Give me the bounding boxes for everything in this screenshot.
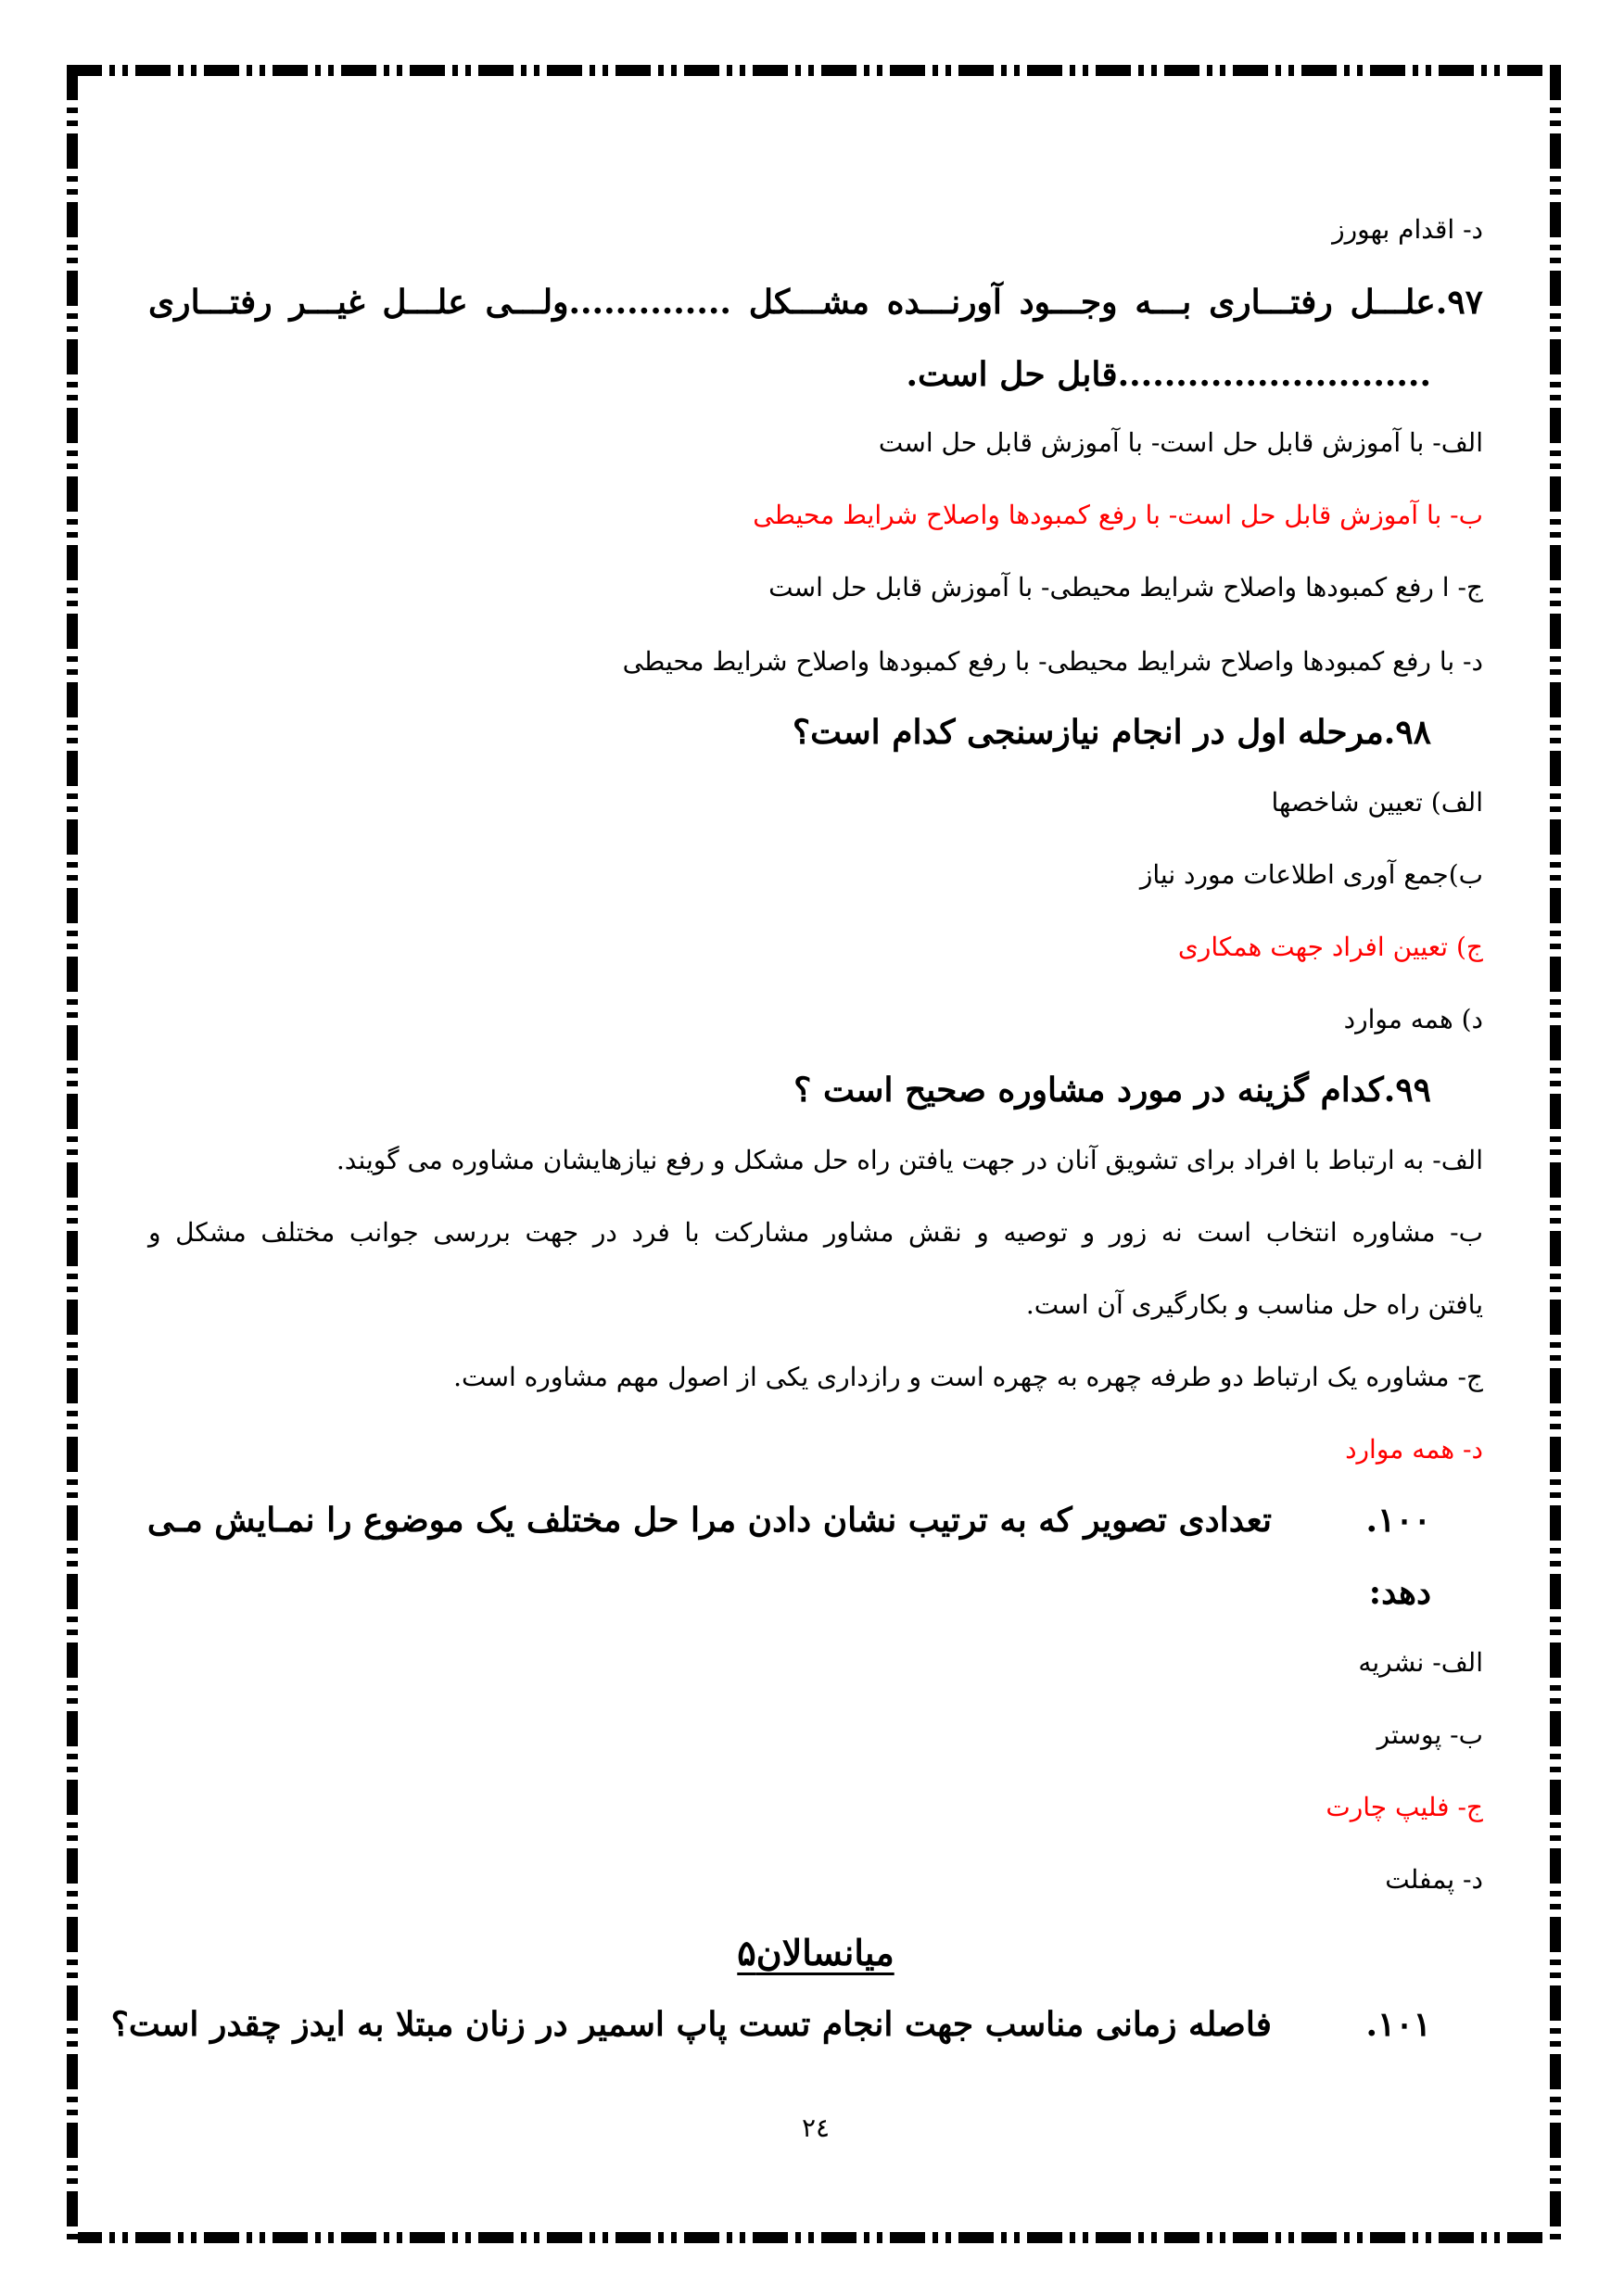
- question-97-option-a: الف- با آموزش قابل حل است- با آموزش قابل حل است: [878, 427, 1483, 458]
- question-98-option-c-correct: ج) تعیین افراد جهت همکاری: [1177, 932, 1483, 962]
- question-98-option-d: د) همه موارد: [1343, 1004, 1483, 1034]
- page-content: [110, 0, 1483, 2296]
- question-99-option-b-line1: ب- مشاوره انتخاب است نه زور و توصیه و نقش مشاور مشارکت با فرد در جهت بررسی جوانب مختلف مشکل و: [148, 1217, 1483, 1248]
- question-97-option-b-correct: ب- با آموزش قابل حل است- با رفع کمبودها واصلاح شرایط محیطی: [753, 500, 1483, 530]
- question-100-line1: تعدادی تصویر که به ترتیب نشان دادن مرا حل مختلف یک موضوع را نمـایش مـی: [146, 1501, 1272, 1540]
- section-heading: [148, 1930, 1483, 1976]
- question-101-number: ۱۰۱.: [1365, 2005, 1431, 2044]
- question-100-line2: دهد:: [1368, 1573, 1431, 1612]
- question-100-option-c-correct: ج- فلیپ چارت: [1326, 1792, 1483, 1822]
- question-97-line2: ...........................قابل حل است.: [906, 355, 1431, 394]
- question-97-line1: ۹۷.علـــل رفتـــاری بـــه وجـــود آورنـــده مشـــکل ..............ولـــی علـــل غیـــر رفتـــاری: [148, 283, 1483, 322]
- page-number: ۲٤: [801, 2112, 831, 2143]
- question-98-option-b: ب)جمع آوری اطلاعات مورد نیاز: [1139, 859, 1483, 890]
- page-border-right: [1550, 65, 1561, 2243]
- question-98: ۹۸.مرحله اول در انجام نیازسنجی کدام است؟: [793, 713, 1431, 752]
- question-99-option-a: الف- به ارتباط با افراد برای تشویق آنان در جهت یافتن راه حل مشکل و رفع نیازهایشان مشاوره می گویند.: [336, 1145, 1483, 1175]
- question-100-option-d: د- پمفلت: [1385, 1864, 1483, 1895]
- question-99-option-c: ج- مشاوره یک ارتباط دو طرفه چهره به چهره است و رازداری یکی از اصول مهم مشاوره است.: [453, 1362, 1483, 1392]
- question-97-option-d: د- با رفع کمبودها واصلاح شرایط محیطی- با رفع کمبودها واصلاح شرایط محیطی: [622, 646, 1483, 677]
- page-border-left: [67, 65, 78, 2243]
- question-98-option-a: الف) تعیین شاخصها: [1271, 787, 1483, 818]
- question-101: فاصله زمانی مناسب جهت انجام تست پاپ اسمیر در زنان مبتلا به ایدز چقدر است؟: [110, 2005, 1272, 2044]
- section-heading-text: میانسالان۵: [737, 1932, 894, 1973]
- option-text: د- اقدام بهورز: [1332, 214, 1483, 245]
- question-99-option-b-line2: یافتن راه حل مناسب و بکارگیری آن است.: [1025, 1289, 1483, 1320]
- question-99-option-d-correct: د- همه موارد: [1345, 1434, 1483, 1465]
- question-100-option-b: ب- پوستر: [1377, 1719, 1483, 1750]
- question-97-option-c: ج- ا رفع کمبودها واصلاح شرایط محیطی- با آموزش قابل حل است: [768, 572, 1483, 603]
- question-100-option-a: الف- نشریه: [1358, 1647, 1483, 1678]
- question-99: ۹۹.کدام گزینه در مورد مشاوره صحیح است ؟: [793, 1071, 1431, 1110]
- question-100-number: ۱۰۰.: [1365, 1501, 1431, 1540]
